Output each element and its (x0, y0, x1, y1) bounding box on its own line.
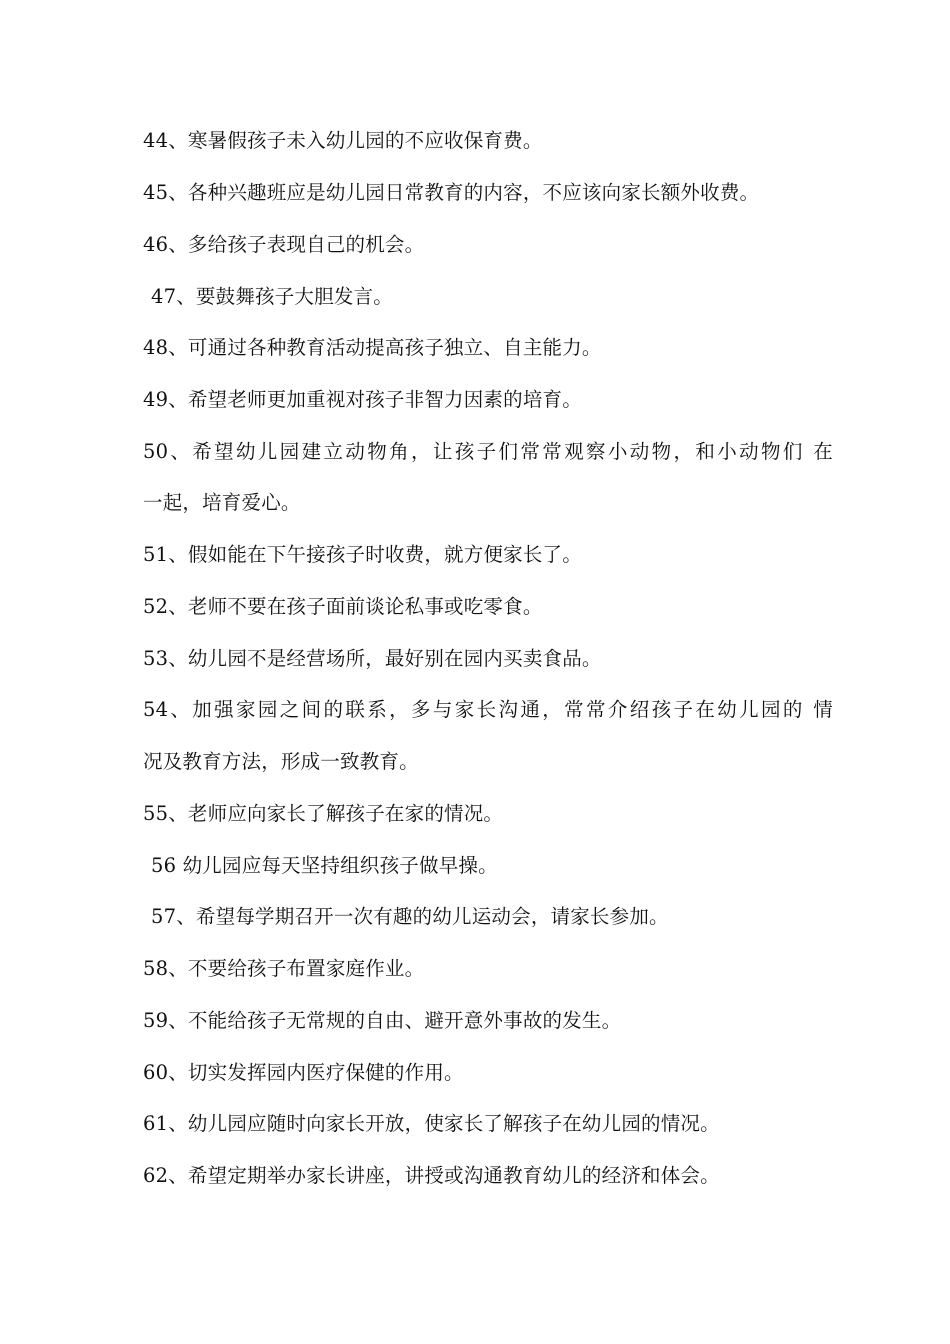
list-item: 54、加强家园之间的联系，多与家长沟通，常常介绍孩子在幼儿园的 情 (143, 698, 833, 721)
list-item: 55、老师应向家长了解孩子在家的情况。 (143, 802, 504, 825)
list-item: 57、希望每学期召开一次有趣的幼儿运动会，请家长参加。 (151, 905, 669, 928)
list-item: 45、各种兴趣班应是幼儿园日常教育的内容，不应该向家长额外收费。 (143, 181, 760, 204)
list-item: 60、切实发挥园内医疗保健的作用。 (143, 1061, 464, 1084)
list-item-continuation: 况及教育方法，形成一致教育。 (143, 750, 419, 773)
list-item: 53、幼儿园不是经营场所，最好别在园内买卖食品。 (143, 647, 602, 670)
list-item: 50、希望幼儿园建立动物角，让孩子们常常观察小动物，和小动物们 在 (143, 440, 833, 463)
list-item: 49、希望老师更加重视对孩子非智力因素的培育。 (143, 388, 582, 411)
list-item: 56 幼儿园应每天坚持组织孩子做早操。 (151, 854, 498, 877)
list-item: 61、幼儿园应随时向家长开放，使家长了解孩子在幼儿园的情况。 (143, 1112, 720, 1135)
list-item: 46、多给孩子表现自己的机会。 (143, 233, 425, 256)
list-item: 52、老师不要在孩子面前谈论私事或吃零食。 (143, 595, 543, 618)
list-item: 51、假如能在下午接孩子时收费，就方便家长了。 (143, 543, 582, 566)
list-item-continuation: 一起，培育爱心。 (143, 491, 301, 514)
list-item: 62、希望定期举办家长讲座，讲授或沟通教育幼儿的经济和体会。 (143, 1164, 720, 1187)
list-item: 48、可通过各种教育活动提高孩子独立、自主能力。 (143, 336, 602, 359)
list-item: 44、寒暑假孩子未入幼儿园的不应收保育费。 (143, 129, 543, 152)
list-item: 47、要鼓舞孩子大胆发言。 (151, 285, 393, 308)
list-item: 59、不能给孩子无常规的自由、避开意外事故的发生。 (143, 1009, 622, 1032)
list-item: 58、不要给孩子布置家庭作业。 (143, 957, 425, 980)
